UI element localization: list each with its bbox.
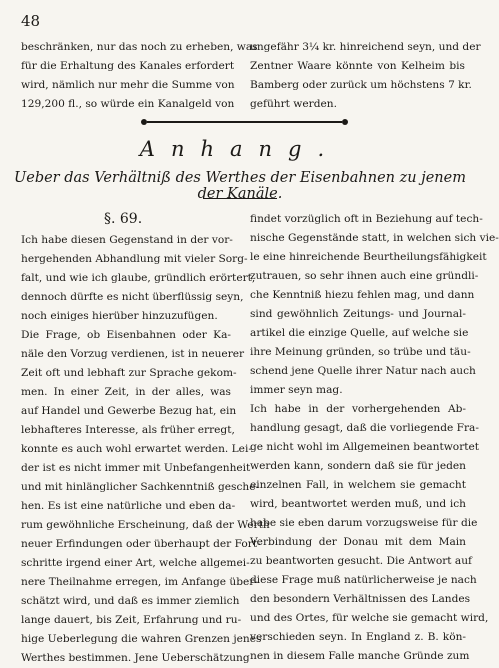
text-line: handlung gesagt, daß die vorliegende Fra- <box>250 422 479 434</box>
text-line: ungefähr 3¼ kr. hinreichend seyn, und der <box>250 41 481 53</box>
section-number: §. 69. <box>104 211 143 227</box>
text-line: schritte irgend einer Art, welche allgemei- <box>21 557 250 569</box>
text-line: verschieden seyn. In England z. B. kön- <box>250 631 466 643</box>
text-line: Die Frage, ob Eisenbahnen oder Ka- <box>21 329 231 341</box>
text-line: Ich habe diesen Gegenstand in der vor- <box>21 234 233 246</box>
text-line: hige Ueberlegung die wahren Grenzen jenes <box>21 633 262 645</box>
text-line: nische Gegenstände statt, in welchen sich vie- <box>250 232 499 244</box>
text-line: artikel die einzige Quelle, auf welche sie <box>250 327 469 339</box>
text-line: zutrauen, so sehr ihnen auch eine gründli- <box>250 270 479 282</box>
text-line: Zeit oft und lebhaft zur Sprache gekom- <box>21 367 237 379</box>
text-line: wird, nämlich nur mehr die Summe von <box>21 79 235 91</box>
text-line: und mit hinlänglicher Sachkenntniß gesche- <box>21 481 260 493</box>
text-line: diese Frage muß natürlicherweise je nach <box>250 574 477 586</box>
text-line: neuer Erfindungen oder überhaupt der Fort- <box>21 538 261 550</box>
main-left-column <box>21 231 270 668</box>
text-line: noch einiges hierüber hinzuzufügen. <box>21 310 218 322</box>
text-line: wird, beantwortet werden muß, und ich <box>250 498 466 510</box>
text-line: falt, und wie ich glaube, gründlich erörtert, <box>21 272 256 284</box>
text-line: nen in diesem Falle manche Gründe zum <box>250 650 470 662</box>
text-line: konnte es auch wohl erwartet werden. Lei- <box>21 443 252 455</box>
top-left-column <box>21 38 258 114</box>
text-line: hergehenden Abhandlung mit vieler Sorg- <box>21 253 248 265</box>
text-line: Verbindung der Donau mit dem Main <box>250 536 466 548</box>
main-right-column <box>250 210 499 666</box>
text-line: ihre Meinung gründen, so trübe und täu- <box>250 346 471 358</box>
text-line: sind gewöhnlich Zeitungs- und Journal- <box>250 308 466 320</box>
text-line: auf Handel und Gewerbe Bezug hat, ein <box>21 405 237 417</box>
text-line: zu beantworten gesucht. Die Antwort auf <box>250 555 472 567</box>
text-line: Bamberg oder zurück um höchstens 7 kr. <box>250 79 472 91</box>
text-line: Werthes bestimmen. Jene Ueberschätzung <box>21 652 250 664</box>
text-line: dennoch dürfte es nicht überflüssig seyn, <box>21 291 244 303</box>
title-underline <box>203 198 277 199</box>
text-line: geführt werden. <box>250 98 337 110</box>
text-line: beschränken, nur das noch zu erheben, was <box>21 41 258 53</box>
text-line: lange dauert, bis Zeit, Erfahrung und ru- <box>21 614 242 626</box>
text-line: Ich habe in der vorhergehenden Ab- <box>250 403 466 415</box>
text-line: le eine hinreichende Beurtheilungsfähigkeit <box>250 251 487 263</box>
top-right-column <box>250 38 481 114</box>
text-line: findet vorzüglich oft in Beziehung auf tech- <box>250 213 483 225</box>
text-line: werden kann, sondern daß sie für jeden <box>250 460 466 472</box>
text-line: hen. Es ist eine natürliche und eben da- <box>21 500 236 512</box>
text-line: men. In einer Zeit, in der alles, was <box>21 386 231 398</box>
text-line: Zentner Waare könnte von Kelheim bis <box>250 60 465 72</box>
text-line: für die Erhaltung des Kanales erfordert <box>21 60 235 72</box>
text-line: den besondern Verhältnissen des Landes <box>250 593 471 605</box>
text-line: ge nicht wohl im Allgemeinen beantwortet <box>250 441 480 453</box>
appendix-heading: Anhang. <box>139 137 341 161</box>
text-line: schätzt wird, und daß es immer ziemlich <box>21 595 240 607</box>
ornamental-divider <box>147 121 342 123</box>
page-number: 48 <box>21 12 41 30</box>
text-line: nere Theilnahme erregen, im Anfange über- <box>21 576 258 588</box>
text-line: schend jene Quelle ihrer Natur nach auch <box>250 365 476 377</box>
text-line: che Kenntniß hiezu fehlen mag, und dann <box>250 289 475 301</box>
appendix-title: Ueber das Verhältniß des Werthes der Eisenbahnen zu jenem der Kanäle. <box>14 170 466 202</box>
text-line: einzelnen Fall, in welchem sie gemacht <box>250 479 466 491</box>
text-line: rum gewöhnliche Erscheinung, daß der Werth <box>21 519 270 531</box>
text-line: der ist es nicht immer mit Unbefangenheit <box>21 462 251 474</box>
text-line: 129,200 fl., so würde ein Kanalgeld von <box>21 98 235 110</box>
text-line: lebhafteres Interesse, als früher erregt, <box>21 424 235 436</box>
text-line: und des Ortes, für welche sie gemacht wird, <box>250 612 489 624</box>
text-line: immer seyn mag. <box>250 384 343 396</box>
text-line: habe sie eben darum vorzugsweise für die <box>250 517 478 529</box>
text-line: näle den Vorzug verdienen, ist in neuerer <box>21 348 245 360</box>
